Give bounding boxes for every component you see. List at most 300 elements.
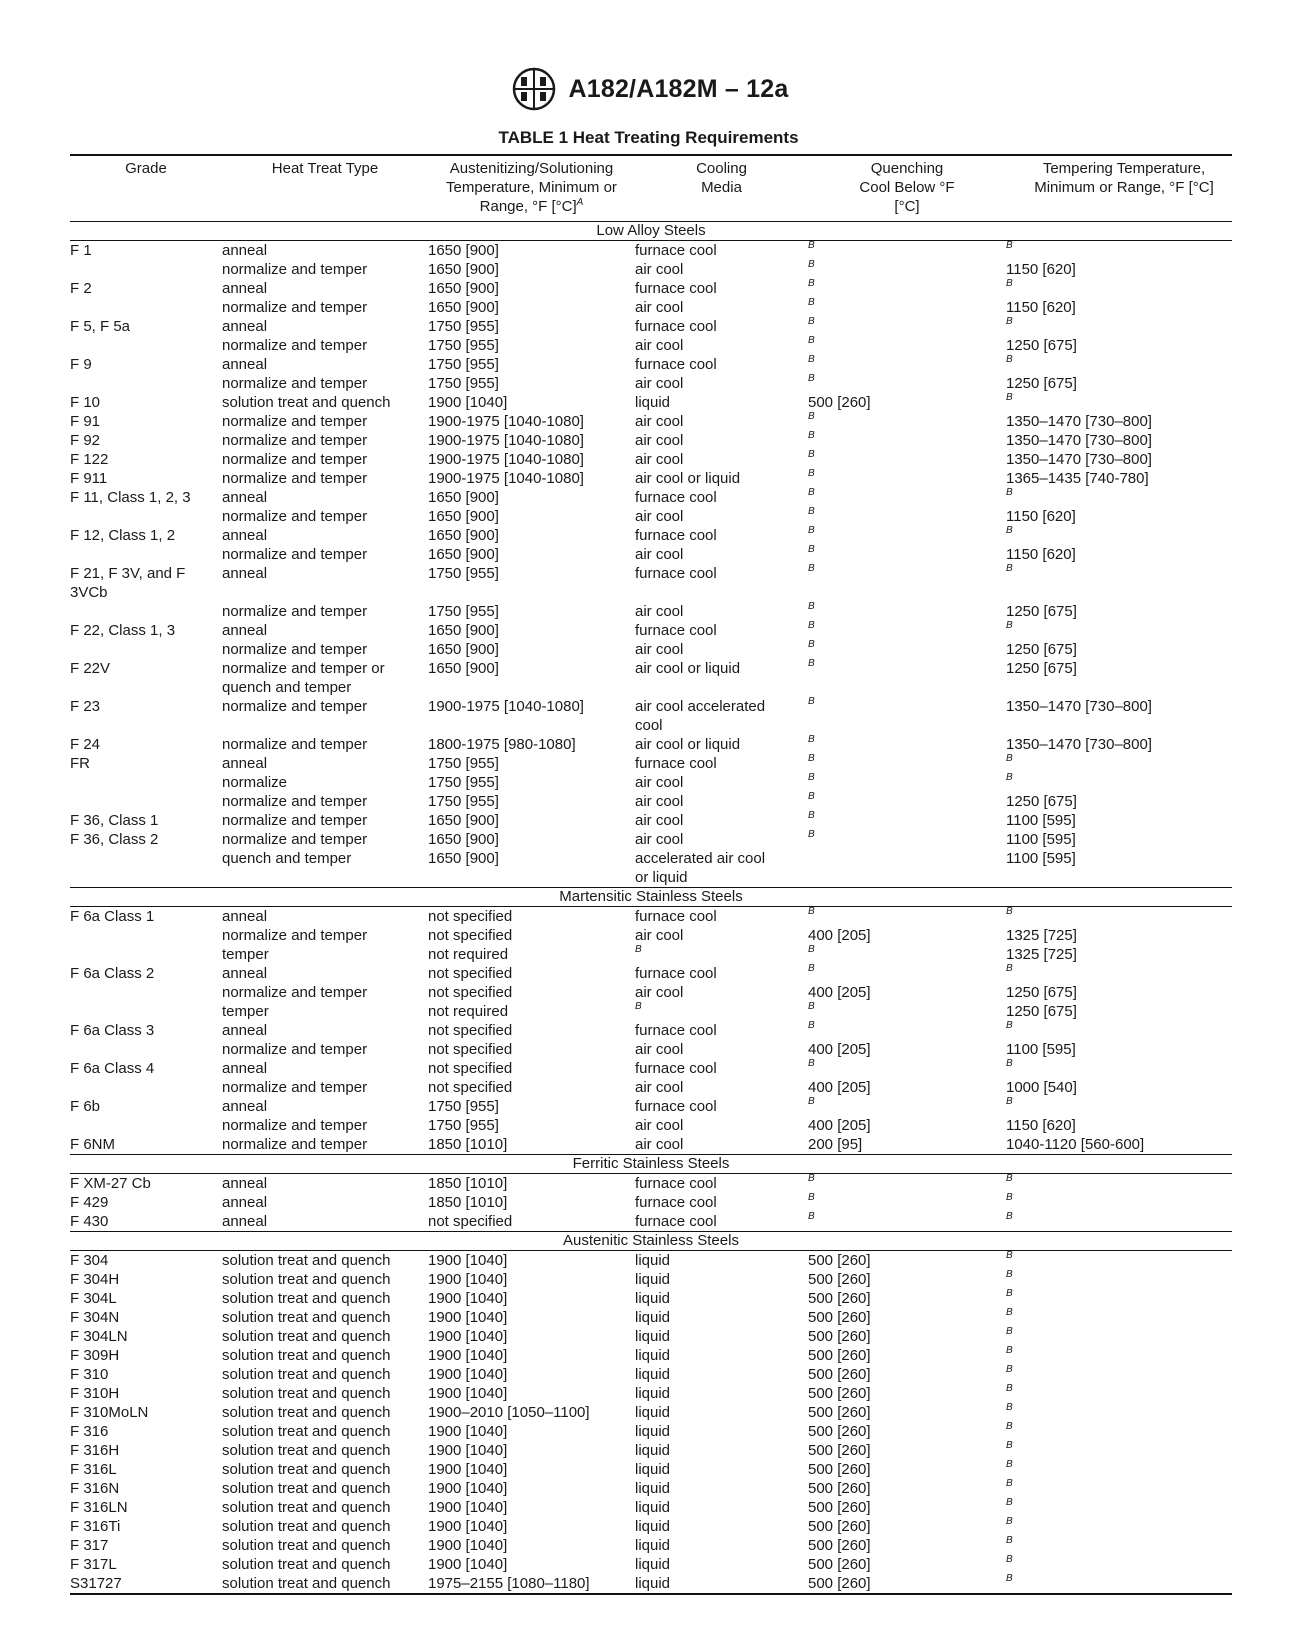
cell-quenching-cool: B xyxy=(808,411,815,422)
cell-quenching-cool: B xyxy=(808,772,815,783)
cell-tempering-temperature: 1150 [620] xyxy=(1006,546,1076,563)
cell-grade: F 92 xyxy=(70,432,101,449)
cell-cooling-media: air cool xyxy=(635,508,684,525)
cell-grade xyxy=(70,260,222,279)
cell-grade: F 304N xyxy=(70,1309,120,1326)
table-row xyxy=(70,241,1232,261)
table-row xyxy=(70,1135,1232,1155)
cell-grade xyxy=(70,507,222,526)
column-header-heat-treat-type: Heat Treat Type xyxy=(271,160,379,177)
cell-grade: F 6NM xyxy=(70,1136,115,1153)
cell-austenitizing-temperature: 1750 [955] xyxy=(428,337,499,354)
cell-quenching-cool: 500 [260] xyxy=(808,1423,871,1440)
cell-cooling-media: liquid xyxy=(635,1328,671,1345)
cell-quenching-cool: 500 [260] xyxy=(808,1347,871,1364)
table-row xyxy=(70,1002,1232,1021)
cell-cooling-media: liquid xyxy=(635,1271,671,1288)
cell-grade: F 22V xyxy=(70,660,111,677)
cell-grade: F 36, Class 2 xyxy=(70,831,159,848)
cell-tempering-temperature: B xyxy=(1006,1345,1013,1356)
cell-quenching-cool: B xyxy=(808,753,815,764)
cell-grade xyxy=(70,945,222,964)
table-row xyxy=(70,983,1232,1002)
cell-tempering-temperature: 1150 [620] xyxy=(1006,508,1076,525)
cell-austenitizing-temperature: 1900 [1040] xyxy=(428,394,508,411)
table-row xyxy=(70,1021,1232,1040)
cell-grade: F 310H xyxy=(70,1385,120,1402)
cell-austenitizing-temperature: 1650 [900] xyxy=(428,622,499,639)
cell-austenitizing-temperature: 1900 [1040] xyxy=(428,1366,508,1383)
cell-quenching-cool: 500 [260] xyxy=(808,1385,871,1402)
table-row xyxy=(70,1555,1232,1574)
cell-grade xyxy=(70,849,222,888)
cell-heat-treat-type: anneal xyxy=(222,1060,268,1077)
cell-heat-treat-type: temper xyxy=(222,1003,269,1020)
cell-austenitizing-temperature: 1900 [1040] xyxy=(428,1271,508,1288)
cell-cooling-media: accelerated air cool or liquid xyxy=(635,850,766,886)
cell-cooling-media: air cool xyxy=(635,299,684,316)
cell-austenitizing-temperature: 1650 [900] xyxy=(428,812,499,829)
table-row xyxy=(70,602,1232,621)
cell-austenitizing-temperature: 1900 [1040] xyxy=(428,1518,508,1535)
cell-heat-treat-type: quench and temper xyxy=(222,850,352,867)
cell-quenching-cool: B xyxy=(808,373,815,384)
table-row xyxy=(70,621,1232,640)
table-row xyxy=(70,945,1232,964)
table-row xyxy=(70,355,1232,374)
cell-grade: F 430 xyxy=(70,1213,109,1230)
cell-quenching-cool: B xyxy=(808,487,815,498)
cell-austenitizing-temperature: 1900 [1040] xyxy=(428,1537,508,1554)
cell-grade: F 6a Class 4 xyxy=(70,1060,155,1077)
cell-cooling-media: air cool or liquid xyxy=(635,470,741,487)
table-row xyxy=(70,1097,1232,1116)
cell-heat-treat-type: solution treat and quench xyxy=(222,1537,391,1554)
cell-austenitizing-temperature: 1750 [955] xyxy=(428,774,499,791)
table-row xyxy=(70,298,1232,317)
cell-quenching-cool: 500 [260] xyxy=(808,1537,871,1554)
cell-tempering-temperature: B xyxy=(1006,1497,1013,1508)
cell-tempering-temperature: B xyxy=(1006,1173,1013,1184)
cell-quenching-cool: 500 [260] xyxy=(808,1518,871,1535)
table-row xyxy=(70,1174,1232,1194)
cell-austenitizing-temperature: not required xyxy=(428,946,509,963)
cell-heat-treat-type: normalize and temper xyxy=(222,299,368,316)
cell-tempering-temperature: 1325 [725] xyxy=(1006,946,1077,963)
cell-cooling-media: liquid xyxy=(635,1461,671,1478)
cell-heat-treat-type: normalize and temper xyxy=(222,432,368,449)
cell-cooling-media: air cool xyxy=(635,1136,684,1153)
cell-quenching-cool: B xyxy=(808,1211,815,1222)
table-row xyxy=(70,964,1232,983)
cell-cooling-media: furnace cool xyxy=(635,1022,717,1039)
cell-cooling-media: air cool xyxy=(635,927,684,944)
column-header-quenching-cool: Quenching Cool Below °F [°C] xyxy=(859,160,955,215)
cell-heat-treat-type: anneal xyxy=(222,1098,268,1115)
cell-austenitizing-temperature: 1650 [900] xyxy=(428,527,499,544)
cell-tempering-temperature: B xyxy=(1006,1516,1013,1527)
cell-cooling-media: furnace cool xyxy=(635,565,717,582)
cell-austenitizing-temperature: 1900-1975 [1040-1080] xyxy=(428,451,584,468)
cell-tempering-temperature: 1350–1470 [730–800] xyxy=(1006,432,1152,449)
cell-tempering-temperature: 1150 [620] xyxy=(1006,299,1076,316)
cell-cooling-media: furnace cool xyxy=(635,527,717,544)
table-row xyxy=(70,849,1232,888)
cell-tempering-temperature: B xyxy=(1006,1574,1232,1594)
cell-heat-treat-type: anneal xyxy=(222,356,268,373)
cell-quenching-cool: B xyxy=(808,658,815,669)
cell-quenching-cool: 500 [260] xyxy=(808,1290,871,1307)
cell-tempering-temperature: 1250 [675] xyxy=(1006,793,1077,810)
cell-heat-treat-type: solution treat and quench xyxy=(222,1404,391,1421)
column-header-cooling-media: Cooling Media xyxy=(696,160,747,196)
table-row xyxy=(70,431,1232,450)
cell-quenching-cool: B xyxy=(808,963,815,974)
table-row xyxy=(70,260,1232,279)
cell-heat-treat-type: anneal xyxy=(222,280,268,297)
cell-quenching-cool: 400 [205] xyxy=(808,1117,871,1134)
cell-heat-treat-type: solution treat and quench xyxy=(222,1309,391,1326)
table-row xyxy=(70,469,1232,488)
cell-austenitizing-temperature: 1900-1975 [1040-1080] xyxy=(428,432,584,449)
cell-grade: F 122 xyxy=(70,451,109,468)
cell-austenitizing-temperature: 1900 [1040] xyxy=(428,1385,508,1402)
table-row xyxy=(70,1536,1232,1555)
cell-austenitizing-temperature: 1900 [1040] xyxy=(428,1461,508,1478)
cell-cooling-media: liquid xyxy=(635,1385,671,1402)
table-row xyxy=(70,926,1232,945)
cell-austenitizing-temperature: 1850 [1010] xyxy=(428,1175,508,1192)
cell-tempering-temperature: B xyxy=(1006,1440,1013,1451)
cell-austenitizing-temperature: 1750 [955] xyxy=(428,375,499,392)
cell-cooling-media: furnace cool xyxy=(635,1213,717,1230)
cell-tempering-temperature: B xyxy=(1006,906,1013,917)
cell-tempering-temperature: 1250 [675] xyxy=(1006,984,1077,1001)
table-row xyxy=(70,488,1232,507)
cell-heat-treat-type: normalize and temper xyxy=(222,603,368,620)
cell-heat-treat-type: solution treat and quench xyxy=(222,1271,391,1288)
cell-grade xyxy=(70,1040,222,1059)
cell-heat-treat-type: anneal xyxy=(222,1175,268,1192)
cell-heat-treat-type: normalize and temper xyxy=(222,546,368,563)
cell-cooling-media: air cool xyxy=(635,432,684,449)
cell-cooling-media: furnace cool xyxy=(635,489,717,506)
cell-cooling-media: liquid xyxy=(635,1309,671,1326)
cell-cooling-media: furnace cool xyxy=(635,1194,717,1211)
section-title: Martensitic Stainless Steels xyxy=(70,888,1232,907)
table-row xyxy=(70,697,1232,735)
section-header-row xyxy=(70,1232,1232,1251)
cell-austenitizing-temperature: 1650 [900] xyxy=(428,299,499,316)
cell-cooling-media: furnace cool xyxy=(635,1060,717,1077)
cell-austenitizing-temperature: 1900 [1040] xyxy=(428,1480,508,1497)
cell-grade: F 316N xyxy=(70,1480,120,1497)
cell-grade xyxy=(70,1078,222,1097)
cell-grade: F 309H xyxy=(70,1347,120,1364)
cell-austenitizing-temperature: not specified xyxy=(428,1041,513,1058)
cell-austenitizing-temperature: not specified xyxy=(428,1060,513,1077)
cell-austenitizing-temperature: 1900 [1040] xyxy=(428,1328,508,1345)
cell-quenching-cool: B xyxy=(808,316,815,327)
cell-heat-treat-type: solution treat and quench xyxy=(222,1347,391,1364)
cell-austenitizing-temperature: 1750 [955] xyxy=(428,356,499,373)
astm-logo-icon xyxy=(508,66,560,112)
cell-quenching-cool: 500 [260] xyxy=(808,1252,871,1269)
cell-heat-treat-type: solution treat and quench xyxy=(222,1499,391,1516)
table-header-row xyxy=(70,155,1232,222)
cell-tempering-temperature: B xyxy=(1006,1307,1013,1318)
footnote-marker: A xyxy=(576,197,584,208)
section-header-row xyxy=(70,222,1232,241)
cell-quenching-cool: B xyxy=(808,1001,815,1012)
cell-quenching-cool: B xyxy=(808,354,815,365)
cell-austenitizing-temperature: 1650 [900] xyxy=(428,850,499,867)
cell-tempering-temperature: B xyxy=(1006,1421,1013,1432)
cell-quenching-cool: 500 [260] xyxy=(808,1328,871,1345)
section-title: Ferritic Stainless Steels xyxy=(70,1155,1232,1174)
cell-grade: F 317L xyxy=(70,1556,117,1573)
cell-tempering-temperature: B xyxy=(1006,1326,1013,1337)
cell-grade: F 310MoLN xyxy=(70,1404,149,1421)
cell-heat-treat-type: normalize and temper xyxy=(222,831,368,848)
cell-tempering-temperature: B xyxy=(1006,392,1013,403)
cell-tempering-temperature: B xyxy=(1006,1459,1013,1470)
cell-heat-treat-type: normalize and temper xyxy=(222,984,368,1001)
cell-austenitizing-temperature: not specified xyxy=(428,984,513,1001)
cell-grade xyxy=(70,1116,222,1135)
cell-grade: F 12, Class 1, 2 xyxy=(70,527,176,544)
table-row xyxy=(70,830,1232,849)
cell-tempering-temperature: 1250 [675] xyxy=(1006,660,1077,677)
table-row xyxy=(70,564,1232,602)
cell-cooling-media: liquid xyxy=(635,1442,671,1459)
cell-quenching-cool: B xyxy=(808,525,815,536)
cell-cooling-media: air cool xyxy=(635,774,684,791)
cell-tempering-temperature: 1325 [725] xyxy=(1006,927,1077,944)
cell-cooling-media: B xyxy=(635,944,642,955)
cell-grade: F 24 xyxy=(70,736,101,753)
cell-quenching-cool xyxy=(808,849,1006,888)
table-row xyxy=(70,659,1232,697)
cell-quenching-cool: B xyxy=(808,1020,815,1031)
cell-grade: F 316Ti xyxy=(70,1518,121,1535)
cell-quenching-cool: B xyxy=(808,430,815,441)
cell-heat-treat-type: anneal xyxy=(222,908,268,925)
cell-heat-treat-type: normalize and temper xyxy=(222,451,368,468)
cell-cooling-media: air cool xyxy=(635,641,684,658)
cell-austenitizing-temperature: 1650 [900] xyxy=(428,261,499,278)
cell-grade: S31727 xyxy=(70,1574,222,1594)
cell-cooling-media: liquid xyxy=(635,1537,671,1554)
cell-tempering-temperature: 1100 [595] xyxy=(1006,812,1076,829)
cell-austenitizing-temperature: 1900-1975 [1040-1080] xyxy=(428,470,584,487)
cell-cooling-media: furnace cool xyxy=(635,318,717,335)
cell-tempering-temperature: B xyxy=(1006,1554,1013,1565)
cell-heat-treat-type: solution treat and quench xyxy=(222,1423,391,1440)
cell-austenitizing-temperature: 1850 [1010] xyxy=(428,1136,508,1153)
cell-grade xyxy=(70,773,222,792)
cell-cooling-media: liquid xyxy=(635,1556,671,1573)
cell-heat-treat-type: normalize and temper xyxy=(222,812,368,829)
cell-austenitizing-temperature: 1650 [900] xyxy=(428,546,499,563)
cell-tempering-temperature: B xyxy=(1006,563,1013,574)
cell-cooling-media: liquid xyxy=(635,1423,671,1440)
cell-tempering-temperature: 1350–1470 [730–800] xyxy=(1006,413,1152,430)
cell-austenitizing-temperature: 1900 [1040] xyxy=(428,1309,508,1326)
cell-cooling-media: air cool or liquid xyxy=(635,660,741,677)
cell-quenching-cool: B xyxy=(808,278,815,289)
cell-quenching-cool: B xyxy=(808,829,815,840)
cell-heat-treat-type: solution treat and quench xyxy=(222,1461,391,1478)
cell-grade: F 11, Class 1, 2, 3 xyxy=(70,489,191,506)
section-header-row xyxy=(70,1155,1232,1174)
cell-austenitizing-temperature: not specified xyxy=(428,965,513,982)
table-row xyxy=(70,735,1232,754)
cell-heat-treat-type: normalize and temper xyxy=(222,261,368,278)
cell-cooling-media: furnace cool xyxy=(635,356,717,373)
cell-austenitizing-temperature: 1750 [955] xyxy=(428,565,499,582)
cell-quenching-cool: 400 [205] xyxy=(808,1041,871,1058)
cell-grade: F 316H xyxy=(70,1442,120,1459)
table-row xyxy=(70,1040,1232,1059)
cell-heat-treat-type: normalize and temper xyxy=(222,470,368,487)
table-row xyxy=(70,1574,1232,1594)
cell-tempering-temperature: 1250 [675] xyxy=(1006,337,1077,354)
cell-cooling-media: air cool accelerated cool xyxy=(635,698,766,734)
cell-tempering-temperature: 1150 [620] xyxy=(1006,1117,1076,1134)
cell-quenching-cool: 500 [260] xyxy=(808,1442,871,1459)
cell-grade xyxy=(70,298,222,317)
cell-quenching-cool: 500 [260] xyxy=(808,1556,871,1573)
table-row xyxy=(70,336,1232,355)
cell-tempering-temperature: 1100 [595] xyxy=(1006,831,1076,848)
cell-cooling-media: air cool xyxy=(635,1041,684,1058)
cell-heat-treat-type: normalize and temper xyxy=(222,337,368,354)
column-header-austenitizing-temperature: Austenitizing/Solutioning Temperature, Minimum or Range, °F [°C]$^A$ xyxy=(446,160,617,215)
cell-austenitizing-temperature: 1900 [1040] xyxy=(428,1556,508,1573)
table-row xyxy=(70,1479,1232,1498)
cell-quenching-cool: B xyxy=(808,506,815,517)
cell-grade: F 9 xyxy=(70,356,92,373)
cell-quenching-cool: B xyxy=(808,696,815,707)
cell-heat-treat-type: anneal xyxy=(222,565,268,582)
cell-tempering-temperature: B xyxy=(1006,772,1013,783)
cell-tempering-temperature: 1350–1470 [730–800] xyxy=(1006,736,1152,753)
table-row xyxy=(70,1365,1232,1384)
cell-austenitizing-temperature: 1750 [955] xyxy=(428,1117,499,1134)
cell-heat-treat-type: anneal xyxy=(222,242,268,259)
cell-grade: F 316 xyxy=(70,1423,109,1440)
cell-austenitizing-temperature: 1750 [955] xyxy=(428,603,499,620)
cell-cooling-media: furnace cool xyxy=(635,280,717,297)
table-row xyxy=(70,1422,1232,1441)
cell-cooling-media: liquid xyxy=(635,1480,671,1497)
table-row xyxy=(70,1346,1232,1365)
cell-heat-treat-type: solution treat and quench xyxy=(222,1290,391,1307)
table-row xyxy=(70,907,1232,927)
cell-tempering-temperature: 1150 [620] xyxy=(1006,261,1076,278)
cell-heat-treat-type: normalize and temper xyxy=(222,1117,368,1134)
cell-grade: F 22, Class 1, 3 xyxy=(70,622,176,639)
table-row xyxy=(70,279,1232,298)
table-row xyxy=(70,1212,1232,1232)
cell-heat-treat-type: solution treat and quench xyxy=(222,1556,391,1573)
cell-austenitizing-temperature: 1650 [900] xyxy=(428,242,499,259)
cell-austenitizing-temperature: 1975–2155 [1080–1180] xyxy=(428,1574,635,1594)
cell-cooling-media: air cool xyxy=(635,812,684,829)
cell-heat-treat-type: anneal xyxy=(222,755,268,772)
cell-quenching-cool: 400 [205] xyxy=(808,984,871,1001)
table-row xyxy=(70,1308,1232,1327)
cell-cooling-media: air cool xyxy=(635,984,684,1001)
cell-cooling-media: liquid xyxy=(635,1366,671,1383)
cell-tempering-temperature: 1365–1435 [740-780] xyxy=(1006,470,1149,487)
cell-cooling-media: air cool xyxy=(635,1079,684,1096)
cell-grade: F 304 xyxy=(70,1252,109,1269)
cell-tempering-temperature: B xyxy=(1006,1096,1013,1107)
cell-grade xyxy=(70,1002,222,1021)
cell-grade: F 911 xyxy=(70,470,108,487)
cell-tempering-temperature: B xyxy=(1006,240,1013,251)
cell-tempering-temperature: B xyxy=(1006,487,1013,498)
cell-grade: F 23 xyxy=(70,698,101,715)
cell-quenching-cool: B xyxy=(808,297,815,308)
cell-grade: F 2 xyxy=(70,280,92,297)
cell-heat-treat-type: normalize and temper xyxy=(222,1041,368,1058)
cell-grade: F 36, Class 1 xyxy=(70,812,159,829)
cell-heat-treat-type: anneal xyxy=(222,622,268,639)
table-row xyxy=(70,412,1232,431)
cell-heat-treat-type: solution treat and quench xyxy=(222,1366,391,1383)
table-row xyxy=(70,1327,1232,1346)
cell-austenitizing-temperature: 1750 [955] xyxy=(428,318,499,335)
cell-quenching-cool: B xyxy=(808,240,815,251)
cell-cooling-media: air cool xyxy=(635,451,684,468)
cell-cooling-media: air cool xyxy=(635,375,684,392)
cell-quenching-cool: 500 [260] xyxy=(808,1480,871,1497)
cell-austenitizing-temperature: 1900 [1040] xyxy=(428,1290,508,1307)
cell-austenitizing-temperature: not specified xyxy=(428,1022,513,1039)
table-row xyxy=(70,1059,1232,1078)
table-row xyxy=(70,1078,1232,1097)
cell-quenching-cool: 500 [260] xyxy=(808,1574,1006,1594)
cell-austenitizing-temperature: 1650 [900] xyxy=(428,489,499,506)
cell-quenching-cool: B xyxy=(808,791,815,802)
document-header xyxy=(0,66,1297,117)
document-title: A182/A182M – 12a xyxy=(568,74,789,103)
cell-quenching-cool: 400 [205] xyxy=(808,927,871,944)
cell-quenching-cool: B xyxy=(808,1173,815,1184)
cell-tempering-temperature: 1100 [595] xyxy=(1006,850,1076,867)
cell-grade xyxy=(70,792,222,811)
cell-cooling-media: air cool or liquid xyxy=(635,736,741,753)
table-row xyxy=(70,754,1232,773)
cell-cooling-media: furnace cool xyxy=(635,755,717,772)
table-row xyxy=(70,1289,1232,1308)
cell-cooling-media: furnace cool xyxy=(635,242,717,259)
table-row xyxy=(70,1517,1232,1536)
section-title: Austenitic Stainless Steels xyxy=(70,1232,1232,1251)
cell-quenching-cool: B xyxy=(808,620,815,631)
cell-heat-treat-type: normalize and temper xyxy=(222,508,368,525)
cell-tempering-temperature: B xyxy=(1006,525,1013,536)
cell-grade xyxy=(70,983,222,1002)
cell-austenitizing-temperature: not specified xyxy=(428,1213,513,1230)
cell-tempering-temperature: B xyxy=(1006,1402,1013,1413)
cell-grade: F 317 xyxy=(70,1537,109,1554)
cell-quenching-cool: B xyxy=(808,259,815,270)
table-row xyxy=(70,1498,1232,1517)
